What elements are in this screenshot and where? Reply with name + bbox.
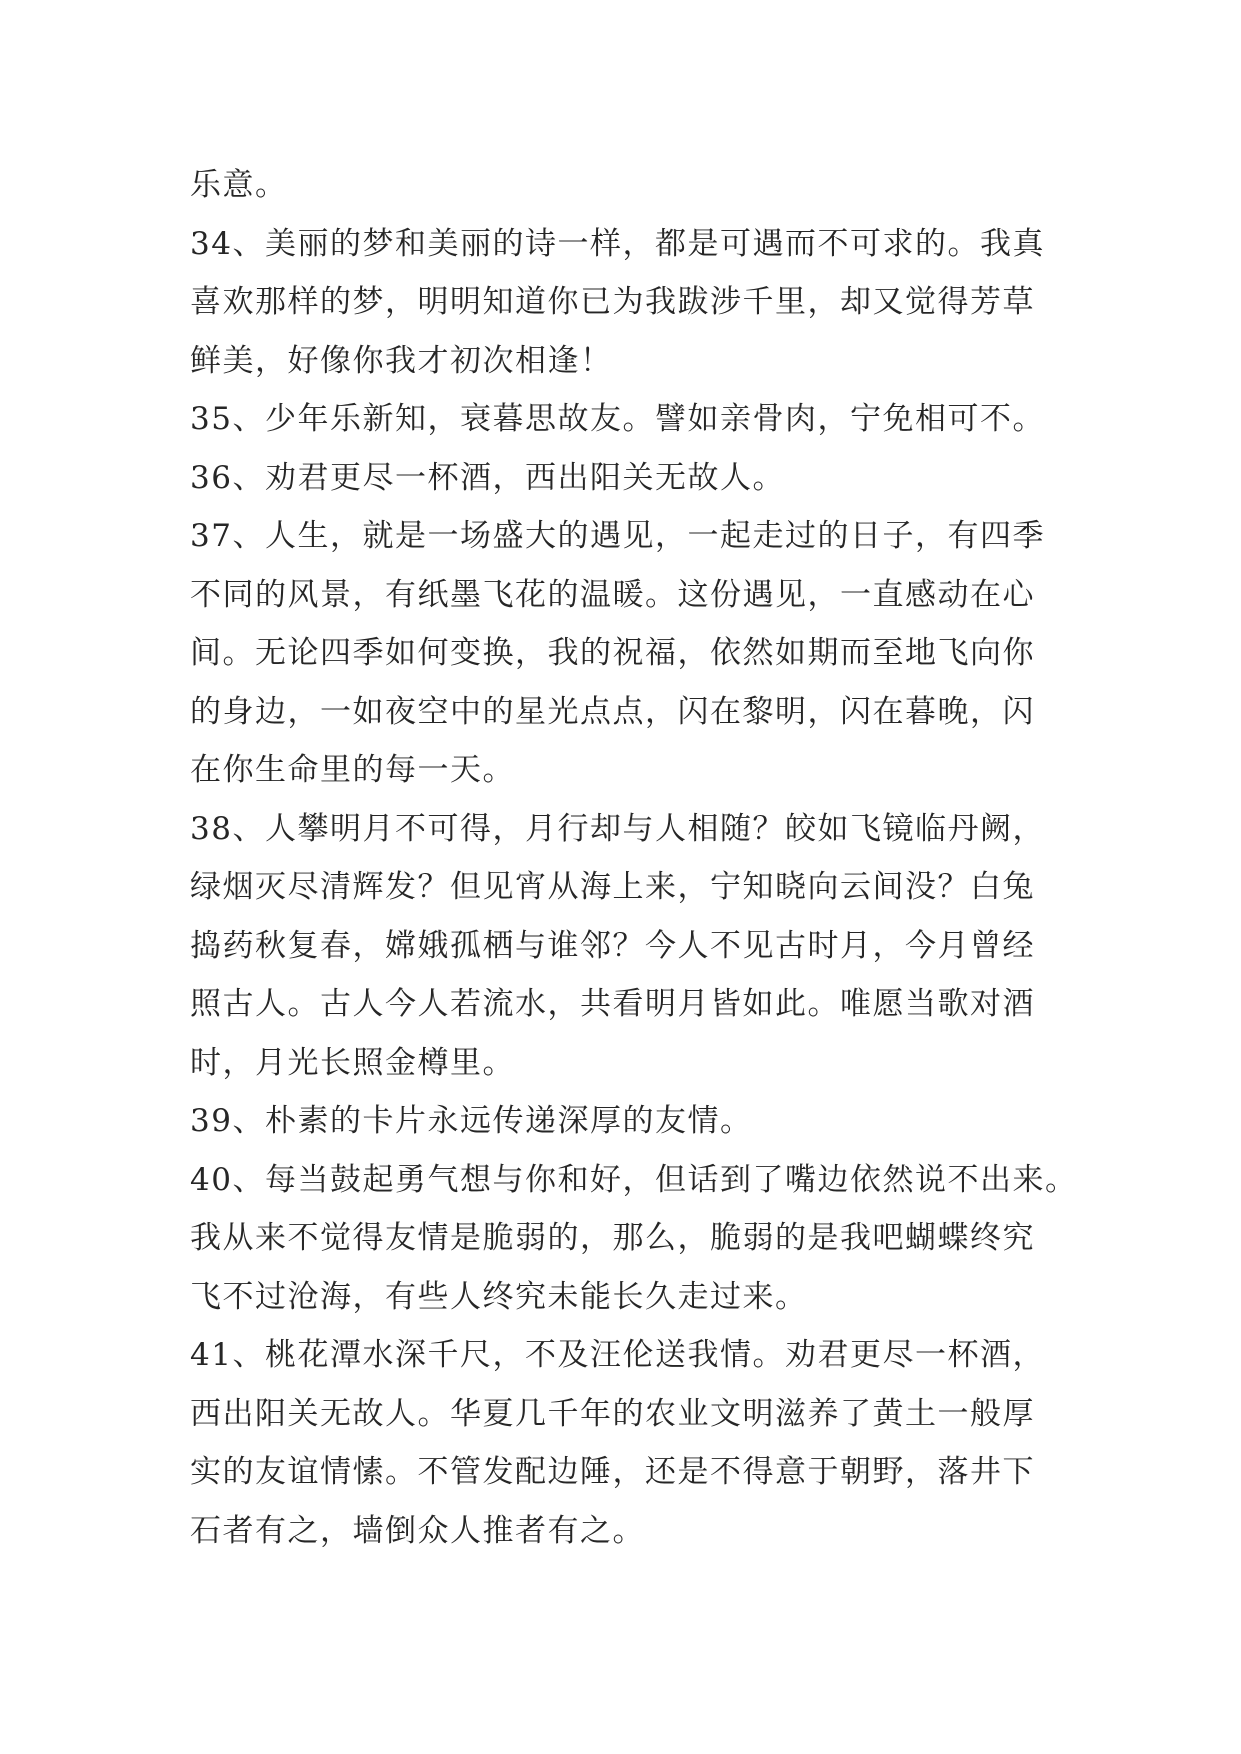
text-line: 时，月光长照金樽里。 xyxy=(190,1044,515,1081)
text-line: 石者有之，墙倒众人推者有之。 xyxy=(190,1512,645,1549)
text-line: 鲜美，好像你我才初次相逢！ xyxy=(190,342,613,379)
text-line: 我从来不觉得友情是脆弱的，那么，脆弱的是我吧蝴蝶终究 xyxy=(190,1220,1035,1256)
text-line: 38、人攀明月不可得，月行却与人相随？皎如飞镜临丹阙， xyxy=(190,810,1045,847)
text-line: 乐意。 xyxy=(190,167,288,203)
text-line: 40、每当鼓起勇气想与你和好，但话到了嘴边依然说不出来。 xyxy=(190,1161,1078,1198)
text-line: 在你生命里的每一天。 xyxy=(190,752,515,788)
text-line: 的身边，一如夜空中的星光点点，闪在黎明，闪在暮晚，闪 xyxy=(190,693,1035,730)
text-line: 不同的风景，有纸墨飞花的温暖。这份遇见，一直感动在心 xyxy=(190,576,1035,613)
text-line: 飞不过沧海，有些人终究未能长久走过来。 xyxy=(190,1278,808,1315)
text-line: 35、少年乐新知，衰暮思故友。譬如亲骨肉，宁免相可不。 xyxy=(190,401,1045,437)
text-line: 绿烟灭尽清辉发？但见宵从海上来，宁知晓向云间没？白兔 xyxy=(190,869,1035,905)
text-line: 37、人生，就是一场盛大的遇见，一起走过的日子，有四季 xyxy=(190,518,1045,554)
text-line: 41、桃花潭水深千尺，不及汪伦送我情。劝君更尽一杯酒， xyxy=(190,1337,1045,1373)
text-line: 间。无论四季如何变换，我的祝福，依然如期而至地飞向你 xyxy=(190,635,1035,671)
text-line: 实的友谊情愫。不管发配边陲，还是不得意于朝野，落井下 xyxy=(190,1454,1035,1490)
document-body xyxy=(190,156,1080,1560)
text-line: 39、朴素的卡片永远传递深厚的友情。 xyxy=(190,1103,753,1139)
text-line: 34、美丽的梦和美丽的诗一样，都是可遇而不可求的。我真 xyxy=(190,225,1045,262)
text-line: 西出阳关无故人。华夏几千年的农业文明滋养了黄土一般厚 xyxy=(190,1395,1035,1432)
text-line: 喜欢那样的梦，明明知道你已为我跋涉千里，却又觉得芳草 xyxy=(190,284,1035,320)
text-line: 36、劝君更尽一杯酒，西出阳关无故人。 xyxy=(190,459,785,496)
text-line: 捣药秋复春，嫦娥孤栖与谁邻？今人不见古时月，今月曾经 xyxy=(190,927,1035,964)
text-line: 照古人。古人今人若流水，共看明月皆如此。唯愿当歌对酒 xyxy=(190,986,1035,1022)
